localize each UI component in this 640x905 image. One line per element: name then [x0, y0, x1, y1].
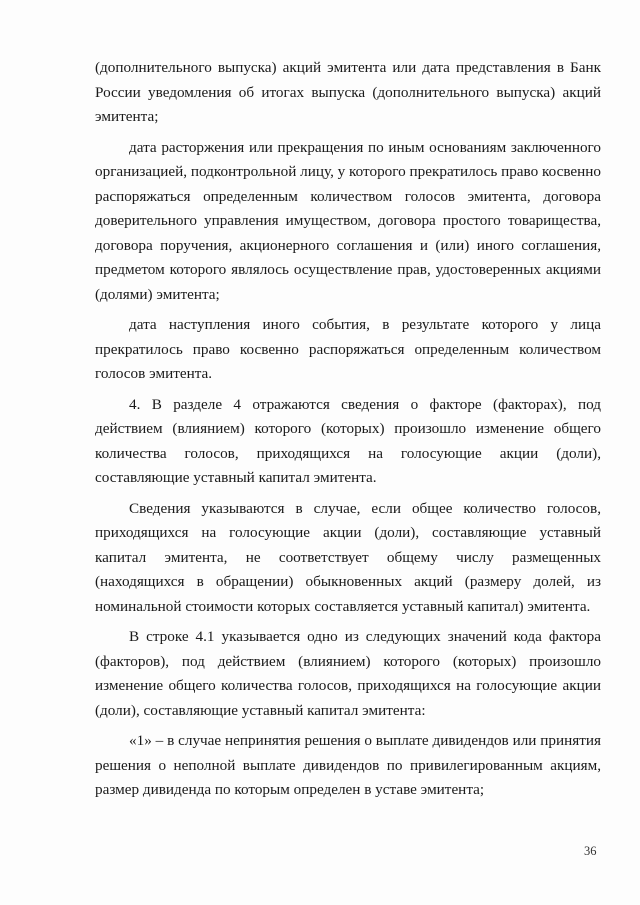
paragraph-line-4-1: В строке 4.1 указывается одно из следующих значений кода фактора (факторов), под действием (влиянием) которого (которых) произошло изменение общего количества голосов, приходящихся на голосующие акции (доли), составляющие уставный капитал эмитента: [95, 628, 601, 719]
paragraph-termination-date: дата расторжения или прекращения по иным основаниям заключенного организацией, подконтрольной лицу, у которого прекратилось право косвенно распоряжаться определенным количеством голосов эмитента, договора доверительного управления имуществом, договора простого товарищества, договора поручения, акционерного соглашения и (или) иного соглашения, предметом которого являлось осуществление прав, удостоверенных акциями (долями) эмитента; [95, 138, 601, 303]
body-text [95, 56, 601, 803]
paragraph-section-4: 4. В разделе 4 отражаются сведения о факторе (факторах), под действием (влиянием) которого (которых) произошло изменение общего количества голосов, приходящихся на голосующие акции (доли), составляющие уставный капитал эмитента. [95, 395, 601, 486]
paragraph-code-1: «1» – в случае непринятия решения о выплате дивидендов или принятия решения о неполной выплате дивидендов по привилегированным акциям, размер дивиденда по которым определен в уставе эмитента; [95, 732, 601, 798]
paragraph-info-conditions: Сведения указываются в случае, если общее количество голосов, приходящихся на голосующие акции (доли), составляющие уставный капитал эмитента, не соответствует общему числу размещенных (находящихся в обращении) обыкновенных акций (размеру долей, из номинальной стоимости которых составляется уставный капитал) эмитента. [95, 499, 601, 615]
paragraph-continuation: (дополнительного выпуска) акций эмитента или дата представления в Банк России уведомления об итогах выпуска (дополнительного выпуска) акций эмитента; [95, 59, 601, 125]
page-number: 36 [584, 844, 597, 858]
paragraph-other-event-date: дата наступления иного события, в результате которого у лица прекратилось право косвенно распоряжаться определенным количеством голосов эмитента. [95, 316, 601, 382]
